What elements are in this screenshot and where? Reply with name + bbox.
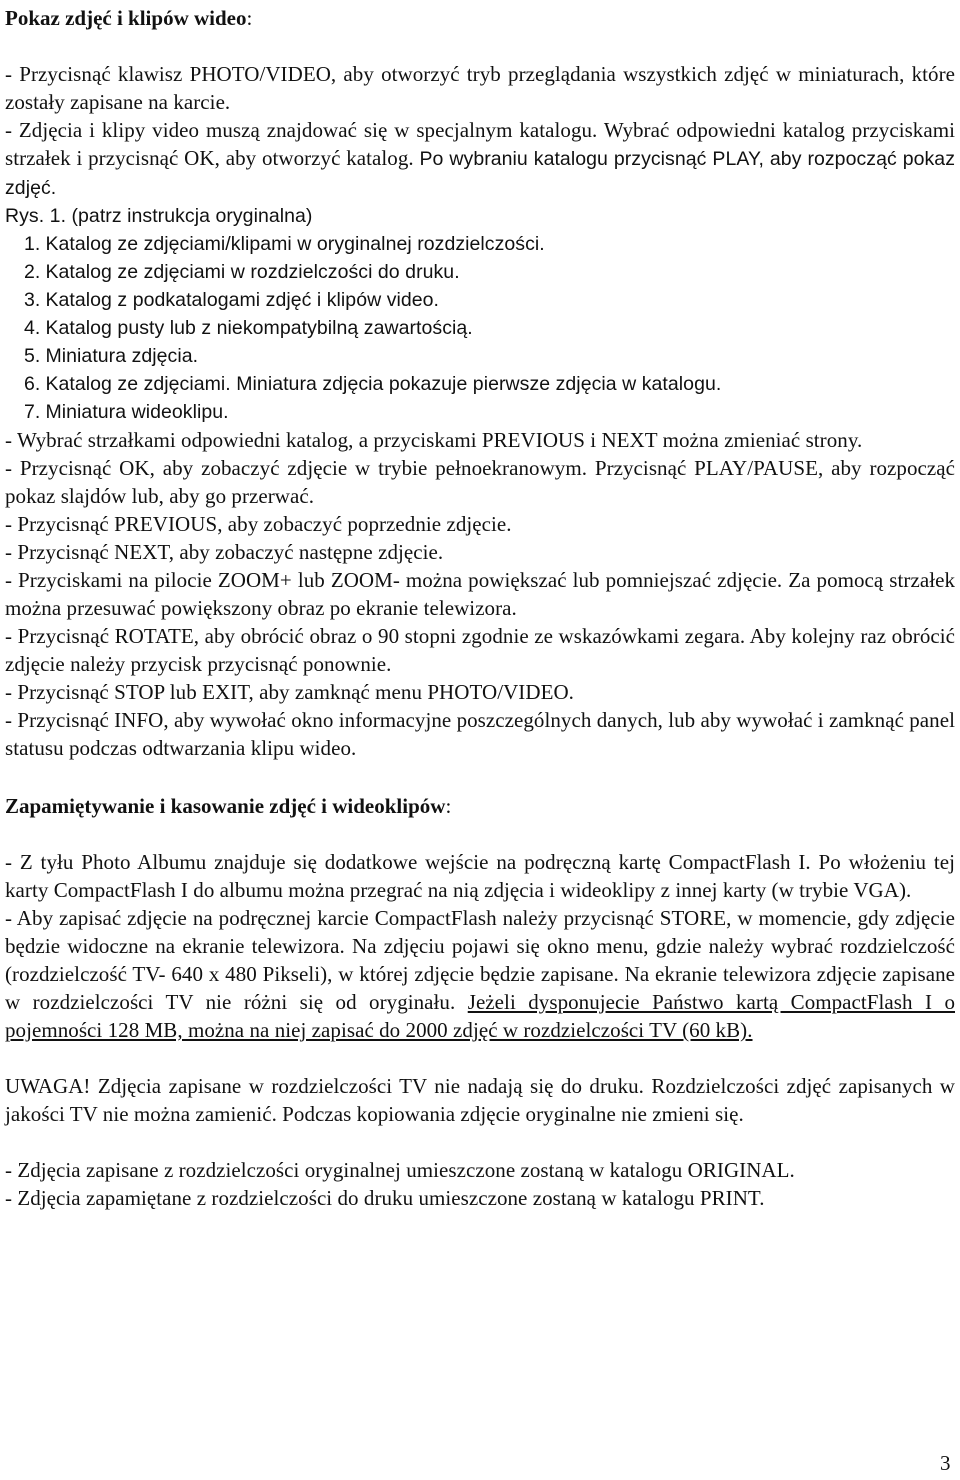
warning-paragraph: UWAGA! Zdjęcia zapisane w rozdzielczości TV nie nadają się do druku. Rozdzielczości zdjęć zapisanych w jakości TV nie można zamienić. Podczas kopiowania zdjęcie oryginalne nie zmieni się. [5, 1074, 955, 1126]
body-paragraph: - Zdjęcia zapisane z rozdzielczości oryginalnej umieszczone zostaną w katalogu ORIGINAL. [5, 1158, 795, 1182]
instruction-paragraph: - Przycisnąć STOP lub EXIT, aby zamknąć menu PHOTO/VIDEO. [5, 680, 574, 704]
body-paragraph: - Z tyłu Photo Albumu znajduje się dodatkowe wejście na podręczną kartę CompactFlash I. Po włożeniu tej karty CompactFlash I do albumu można przegrać na nią zdjęcia i wideoklipy z innej karty (w trybie VGA). [5, 850, 955, 902]
page-number: 3 [940, 1451, 951, 1475]
legend-list [5, 230, 955, 426]
list-item: 4. Katalog pusty lub z niekompatybilną zawartością. [24, 317, 473, 339]
list-item: 1. Katalog ze zdjęciami/klipami w oryginalnej rozdzielczości. [24, 233, 545, 255]
section-heading: Pokaz zdjęć i klipów wideo: [5, 6, 253, 30]
instruction-paragraph: - Przycisnąć INFO, aby wywołać okno informacyjne poszczególnych danych, lub aby wywołać i zamknąć panel statusu podczas odtwarzania klipu wideo. [5, 708, 955, 760]
instruction-paragraph: - Wybrać strzałkami odpowiedni katalog, a przyciskami PREVIOUS i NEXT można zmieniać strony. [5, 428, 863, 452]
instruction-paragraph: - Przyciskami na pilocie ZOOM+ lub ZOOM- można powiększać lub pomniejszać zdjęcie. Za pomocą strzałek można przesuwać powiększony obraz po ekranie telewizora. [5, 568, 955, 620]
section-heading: Zapamiętywanie i kasowanie zdjęć i wideoklipów: [5, 794, 452, 818]
list-item: 5. Miniatura zdjęcia. [24, 345, 199, 367]
instruction-paragraph: - Przycisnąć ROTATE, aby obrócić obraz o 90 stopni zgodnie ze wskazówkami zegara. Aby kolejny raz obrócić zdjęcie należy przycisk przycisnąć ponownie. [5, 624, 955, 676]
instruction-paragraph: - Przycisnąć PREVIOUS, aby zobaczyć poprzednie zdjęcie. [5, 512, 512, 536]
intro-paragraph: - Przycisnąć klawisz PHOTO/VIDEO, aby otworzyć tryb przeglądania wszystkich zdjęć w miniaturach, które zostały zapisane na karcie. - Zdjęcia i klipy video muszą znajdować się w specjalnym katalogu. Wybrać odpowiedni katalog przyciskami strzałek i przycisnąć OK, aby otworzyć katalog. Po wybraniu katalogu przycisnąć PLAY, aby rozpocząć pokaz zdjęć. [5, 62, 955, 199]
document-page [5, 0, 955, 1212]
list-item: 7. Miniatura wideoklipu. [24, 401, 229, 423]
list-item: 3. Katalog z podkatalogami zdjęć i klipów video. [24, 289, 440, 311]
underlined-note: Jeżeli dysponujecie Państwo kartą CompactFlash I o pojemności 128 MB, można na niej zapisać do 2000 zdjęć w rozdzielczości TV (60 kB). [5, 990, 955, 1042]
instruction-paragraph: - Przycisnąć OK, aby zobaczyć zdjęcie w trybie pełnoekranowym. Przycisnąć PLAY/PAUSE, aby rozpocząć pokaz slajdów lub, aby go przerwać. [5, 456, 955, 508]
body-paragraph: - Zdjęcia zapamiętane z rozdzielczości do druku umieszczone zostaną w katalogu PRINT. [5, 1186, 765, 1210]
list-item: 2. Katalog ze zdjęciami w rozdzielczości do druku. [24, 261, 460, 283]
figure-reference: Rys. 1. (patrz instrukcja oryginalna) [5, 205, 313, 227]
list-item: 6. Katalog ze zdjęciami. Miniatura zdjęcia pokazuje pierwsze zdjęcia w katalogu. [24, 373, 722, 395]
instruction-paragraph: - Przycisnąć NEXT, aby zobaczyć następne zdjęcie. [5, 540, 444, 564]
body-paragraph: - Aby zapisać zdjęcie na podręcznej karcie CompactFlash należy przycisnąć STORE, w momencie, gdy zdjęcie będzie widoczne na ekranie telewizora. Na zdjęciu pojawi się okno menu, gdzie należy wybrać rozdzielczość (rozdzielczość TV- 640 x 480 Pikseli), w której zdjęcie będzie zapisane. Na ekranie telewizora zdjęcie zapisane w rozdzielczości TV nie różni się od oryginału. Jeżeli dysponujecie Państwo kartą CompactFlash I o pojemności 128 MB, można na niej zapisać do 2000 zdjęć w rozdzielczości TV (60 kB). [5, 906, 955, 1042]
